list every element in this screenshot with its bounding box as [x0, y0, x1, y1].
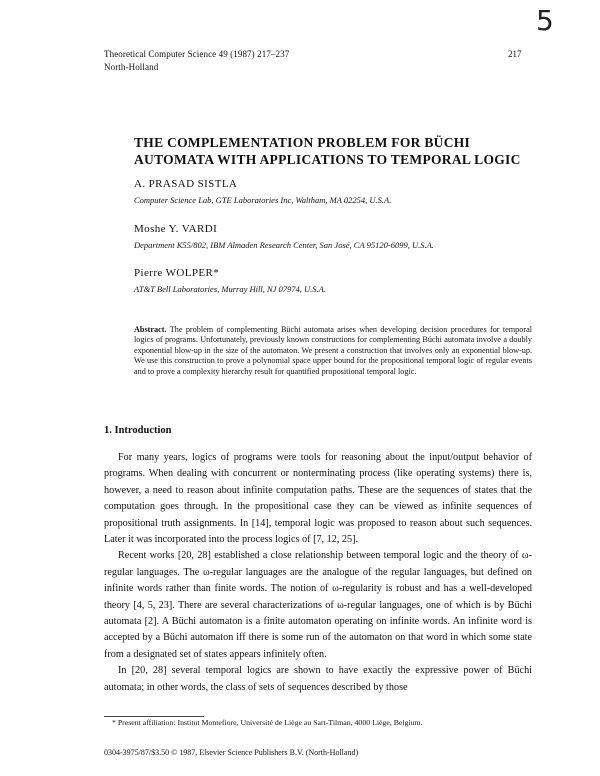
- copyright-line: 0304-3975/87/$3.50 © 1987, Elsevier Science Publishers B.V. (North-Holland): [104, 748, 359, 757]
- section-heading: 1. Introduction: [104, 425, 172, 436]
- page-number: 217: [508, 49, 522, 59]
- author-affiliation-2: Department K55/802, IBM Almaden Research Center, San José, CA 95120-6099, U.S.A.: [134, 240, 434, 250]
- paragraph-3: In [20, 28] several temporal logics are shown to have exactly the expressive power of Büchi automata; in other words, the class of sets of sequences described by those: [104, 665, 532, 693]
- title-line-1: THE COMPLEMENTATION PROBLEM FOR BÜCHI: [134, 135, 471, 150]
- paragraph-2: Recent works [20, 28] established a close relationship between temporal logic and the theory of ω-regular languages. The ω-regular languages are the analogue of the regular languages, but defined on infinite words rather than finite words. The notion of ω-regularity is robust and has a well-developed theory [4, 5, 23]. There are several characterizations of ω-regular languages, one of which is by Büchi automata [2]. A Büchi automaton is a finite automaton operating on infinite words. An infinite word is accepted by a Büchi automaton iff there is some run of the automaton on that word in which some state from a designated set of states appears infinitely often.: [104, 550, 532, 660]
- handwritten-page-mark: 5: [536, 4, 554, 37]
- journal-citation: Theoretical Computer Science 49 (1987) 217–237: [104, 49, 290, 59]
- author-name-2: Moshe Y. VARDI: [134, 223, 218, 235]
- paper-title: [134, 134, 534, 168]
- author-name-3: Pierre WOLPER*: [134, 267, 220, 279]
- author-name-1: A. PRASAD SISTLA: [134, 178, 238, 190]
- paragraph-1: For many years, logics of programs were tools for reasoning about the input/output behavior of programs. When dealing with concurrent or nonterminating process (like operating systems) there is, however, a need to reason about infinite computation paths. These are the sequences of states that the computation goes through. In the propositional case they can be viewed as infinite sequences of propositional truth assignments. In [14], temporal logic was proposed to reason about such sequences. Later it was incorporated into the process logics of [7, 12, 25].: [104, 452, 532, 546]
- author-affiliation-3: AT&T Bell Laboratories, Murray Hill, NJ 07974, U.S.A.: [134, 284, 326, 294]
- publisher: North-Holland: [104, 62, 159, 72]
- abstract-label: Abstract.: [134, 325, 167, 334]
- footnote: * Present affiliation: Institut Montefiore, Université de Liège au Sart-Tilman, 4000 Liège, Belgium.: [112, 718, 423, 727]
- title-line-2: AUTOMATA WITH APPLICATIONS TO TEMPORAL LOGIC: [134, 152, 521, 167]
- journal-header: [104, 48, 524, 74]
- abstract-text: The problem of complementing Büchi automata arises when developing decision procedures for temporal logics of programs. Unfortunately, previously known constructions for complementing Büchi automata involve a doubly exponential blow-up in the size of the automaton. We present a construction that involves only an exponential blow-up. We use this construction to prove a polynomial space upper bound for the propositional temporal logic of regular events and to prove a complexity hierarchy result for quantified propositional temporal logic.: [134, 325, 532, 376]
- footnote-divider: [104, 716, 204, 717]
- author-affiliation-1: Computer Science Lab, GTE Laboratories Inc, Waltham, MA 02254, U.S.A.: [134, 195, 392, 205]
- abstract: [134, 325, 532, 377]
- introduction-body: [104, 450, 532, 696]
